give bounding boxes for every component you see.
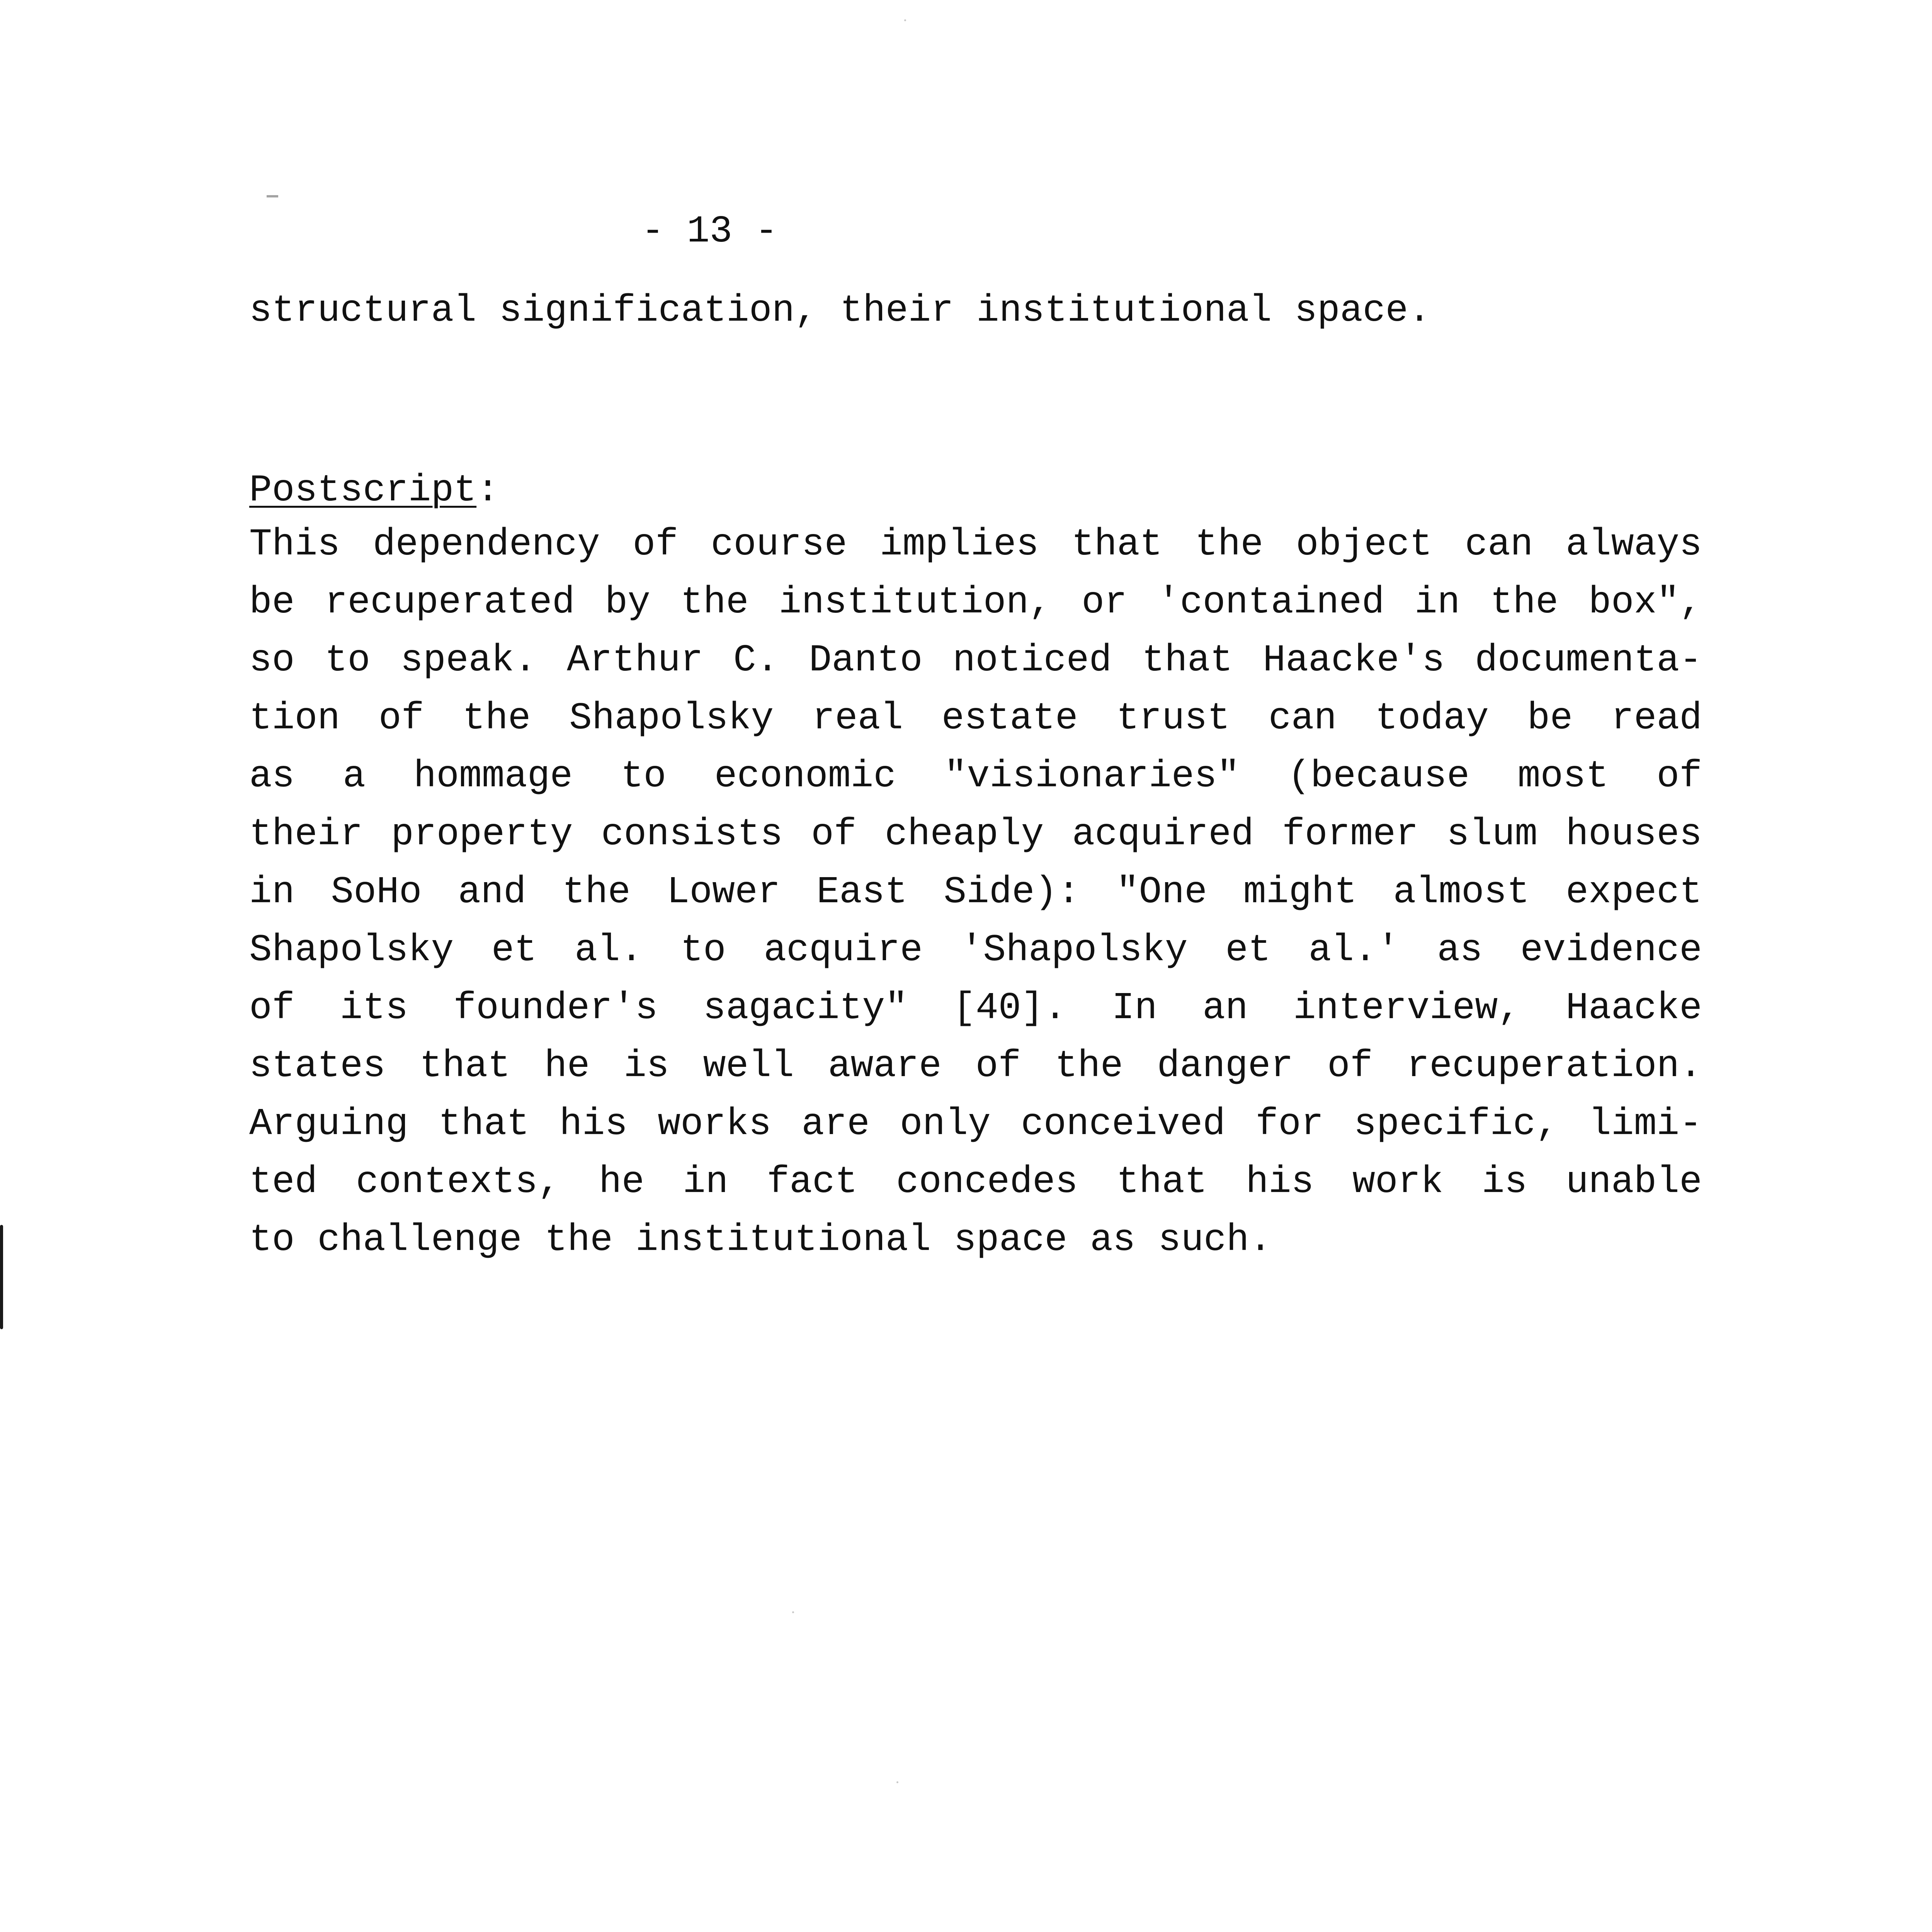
paragraph-line: Shapolsky et al. to acquire 'Shapolsky et al.' as evidence (249, 929, 1702, 972)
paragraph-line: as a hommage to economic "visionaries" (because most of (249, 755, 1702, 798)
section-heading-colon: : (476, 469, 499, 512)
paragraph-line: tion of the Shapolsky real estate trust can today be read (249, 697, 1702, 740)
scan-edge-line (0, 1225, 3, 1329)
page-number: - 13 - (641, 210, 778, 253)
paragraph-line: in SoHo and the Lower East Side): "One might almost expect (249, 871, 1702, 914)
section-heading (249, 462, 499, 520)
paragraph-line: of its founder's sagacity" [40]. In an interview, Haacke (249, 987, 1702, 1030)
paragraph-line: their property consists of cheaply acquired former slum houses (249, 813, 1702, 856)
scan-speck (896, 1781, 898, 1783)
scan-speck (267, 195, 278, 197)
paragraph-line: be recuperated by the institution, or 'contained in the box", (249, 581, 1702, 624)
paragraph-line: ted contexts, he in fact concedes that his work is unable (249, 1161, 1702, 1204)
scan-speck (792, 1611, 794, 1613)
paragraph-line: Arguing that his works are only conceived for specific, limi- (249, 1103, 1702, 1146)
paragraph-line: to challenge the institutional space as such. (249, 1219, 1272, 1262)
scan-speck (904, 19, 906, 21)
opening-line: structural signification, their institutional space. (249, 289, 1431, 332)
paragraph-line: so to speak. Arthur C. Danto noticed that Haacke's documenta- (249, 639, 1702, 682)
paragraph-line: states that he is well aware of the danger of recuperation. (249, 1045, 1702, 1088)
section-heading-text: Postscript (249, 469, 477, 512)
paragraph-line: This dependency of course implies that the object can always (249, 523, 1702, 566)
